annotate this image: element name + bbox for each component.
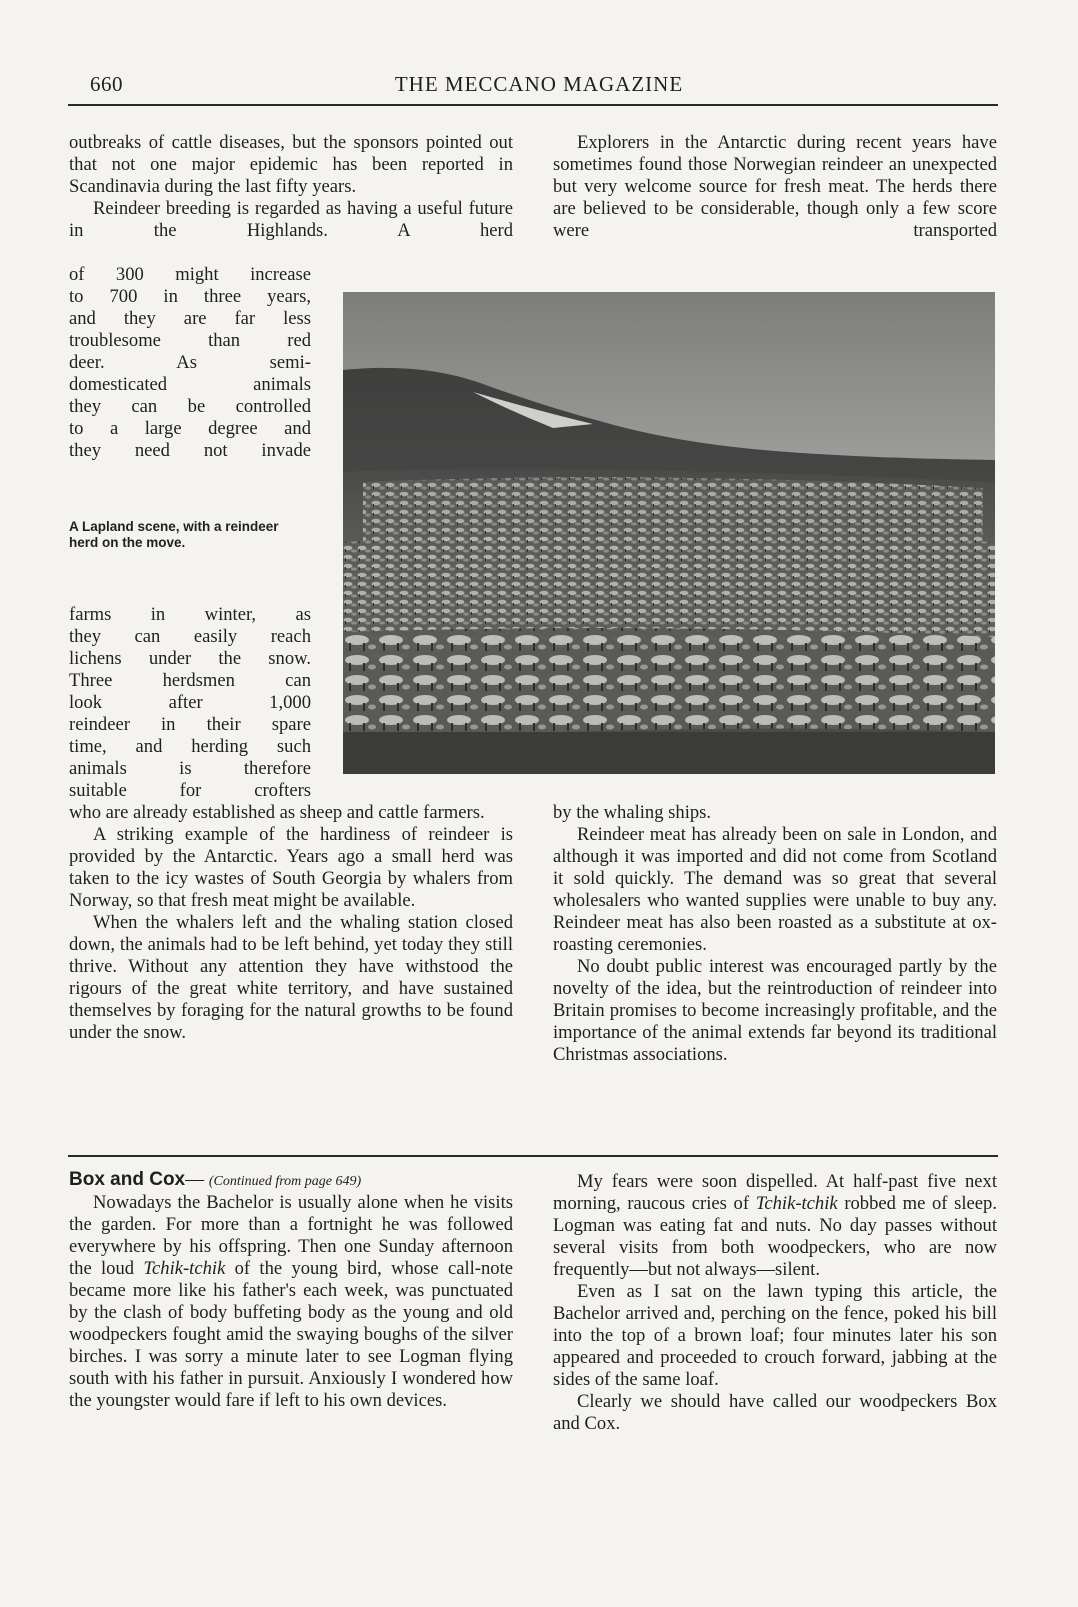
- text-run: robbed me of sleep. Logman was eating fat and nuts. No day passes without several visits from both woodpeckers, who are now frequently—but not always—silent.: [553, 1193, 997, 1280]
- wrapped-text-lower: [69, 604, 311, 802]
- paragraph: [69, 1192, 513, 1412]
- text-run: Nowadays the Bachelor is usually alone when he visits the garden. For more than a fortnight he was followed everywhere by his offspring. Then one Sunday afternoon the loud: [69, 1192, 513, 1279]
- paragraph: Clearly we should have called our woodpeckers Box and Cox.: [553, 1391, 997, 1434]
- text-line: look after 1,000: [69, 692, 311, 713]
- left-column-top: [69, 132, 513, 242]
- text-line: lichens under the snow.: [69, 648, 311, 669]
- paragraph: who are already established as sheep and cattle farmers.: [69, 802, 485, 823]
- paragraph: When the whalers left and the whaling station closed down, the animals had to be left behind, yet today they still thrive. Without any attention they have withstood the rigours of the great white territory, and have sustained themselves by foraging for the natural growths to be found under the snow.: [69, 912, 513, 1043]
- page-number: 660: [90, 72, 123, 96]
- right-column-middle: [553, 802, 997, 1066]
- text-line: and they are far less: [69, 308, 311, 329]
- paragraph: Reindeer breeding is regarded as having a useful future in the Highlands. A herd: [69, 198, 513, 241]
- box-and-cox-heading: [69, 1168, 361, 1194]
- text-line: Three herdsmen can: [69, 670, 311, 691]
- magazine-title: THE MECCANO MAGAZINE: [394, 72, 684, 96]
- bird-call-italic: Tchik-tchik: [755, 1193, 838, 1214]
- reindeer-herd-photo: [343, 292, 995, 774]
- text-line: suitable for crofters: [69, 780, 311, 801]
- text-line: animals is therefore: [69, 758, 311, 779]
- text-line: time, and herding such: [69, 736, 311, 757]
- right-column-bottom: [553, 1171, 997, 1435]
- section-rule: [68, 1155, 998, 1157]
- paragraph: Even as I sat on the lawn typing this article, the Bachelor arrived and, perching on the fence, poked his bill into the top of a brown loaf; four minutes later his son appeared and proceeded to crouch forward, jabbing at the sides of the same loaf.: [553, 1281, 997, 1390]
- continued-note: (Continued from page 649): [208, 1174, 362, 1189]
- paragraph: by the whaling ships.: [553, 802, 712, 823]
- wrapped-text-upper: [69, 264, 311, 462]
- section-title: Box and Cox: [69, 1169, 186, 1190]
- text-line: to a large degree and: [69, 418, 311, 439]
- text-line: of 300 might increase: [69, 264, 311, 285]
- text-line: troublesome than red: [69, 330, 311, 351]
- text-line: farms in winter, as: [69, 604, 311, 625]
- text-line: they can be controlled: [69, 396, 311, 417]
- paragraph: outbreaks of cattle diseases, but the sponsors pointed out that not one major epidemic has been reported in Scandinavia during the last fifty years.: [69, 132, 513, 197]
- title-dash: —: [185, 1169, 205, 1190]
- left-column-bottom: [69, 1192, 513, 1412]
- left-column-middle: [69, 802, 513, 1044]
- photo-caption: A Lapland scene, with a reindeer herd on the move.: [69, 519, 279, 550]
- paragraph: A striking example of the hardiness of reindeer is provided by the Antarctic. Years ago a small herd was taken to the icy wastes of South Georgia by whalers from Norway, so that fresh meat might be available.: [69, 824, 513, 911]
- paragraph: Reindeer meat has already been on sale in London, and although it was imported and did not come from Scotland it sold quickly. The demand was so great that several wholesalers who wanted supplies were unable to buy any. Reindeer meat has also been roasted as a substitute at ox-roasting ceremonies.: [553, 824, 997, 955]
- bird-call-italic: Tchik-tchik: [143, 1258, 226, 1279]
- text-run: of the young bird, whose call-note became more like his father's each week, was punctuated by the clash of body buffeting body as the young and old woodpeckers fought amid the swaying boughs of the silver birches. I was sorry a minute later to see Logman flying south with his father in pursuit. Anxiously I wondered how the youngster would fare if left to his own devices.: [69, 1258, 513, 1411]
- text-line: deer. As semi-: [69, 352, 311, 373]
- text-line: they can easily reach: [69, 626, 311, 647]
- text-line: reindeer in their spare: [69, 714, 311, 735]
- text-line: they need not invade: [69, 440, 311, 461]
- text-line: domesticated animals: [69, 374, 311, 395]
- paragraph: [553, 1171, 997, 1281]
- text-line: to 700 in three years,: [69, 286, 311, 307]
- paragraph: No doubt public interest was encouraged partly by the novelty of the idea, but the reintroduction of reindeer into Britain promises to become increasingly profitable, and the importance of the animal extends far beyond its traditional Christmas associations.: [553, 956, 997, 1065]
- paragraph: Explorers in the Antarctic during recent years have sometimes found those Norwegian reindeer an unexpected but very welcome source for fresh meat. The herds there are believed to be considerable, though only a few score were transported: [553, 132, 997, 241]
- right-column-top: [553, 132, 997, 242]
- header-rule: [68, 104, 998, 106]
- text-run: My fears were soon dispelled. At half-past five next morning, raucous cries of: [553, 1171, 997, 1214]
